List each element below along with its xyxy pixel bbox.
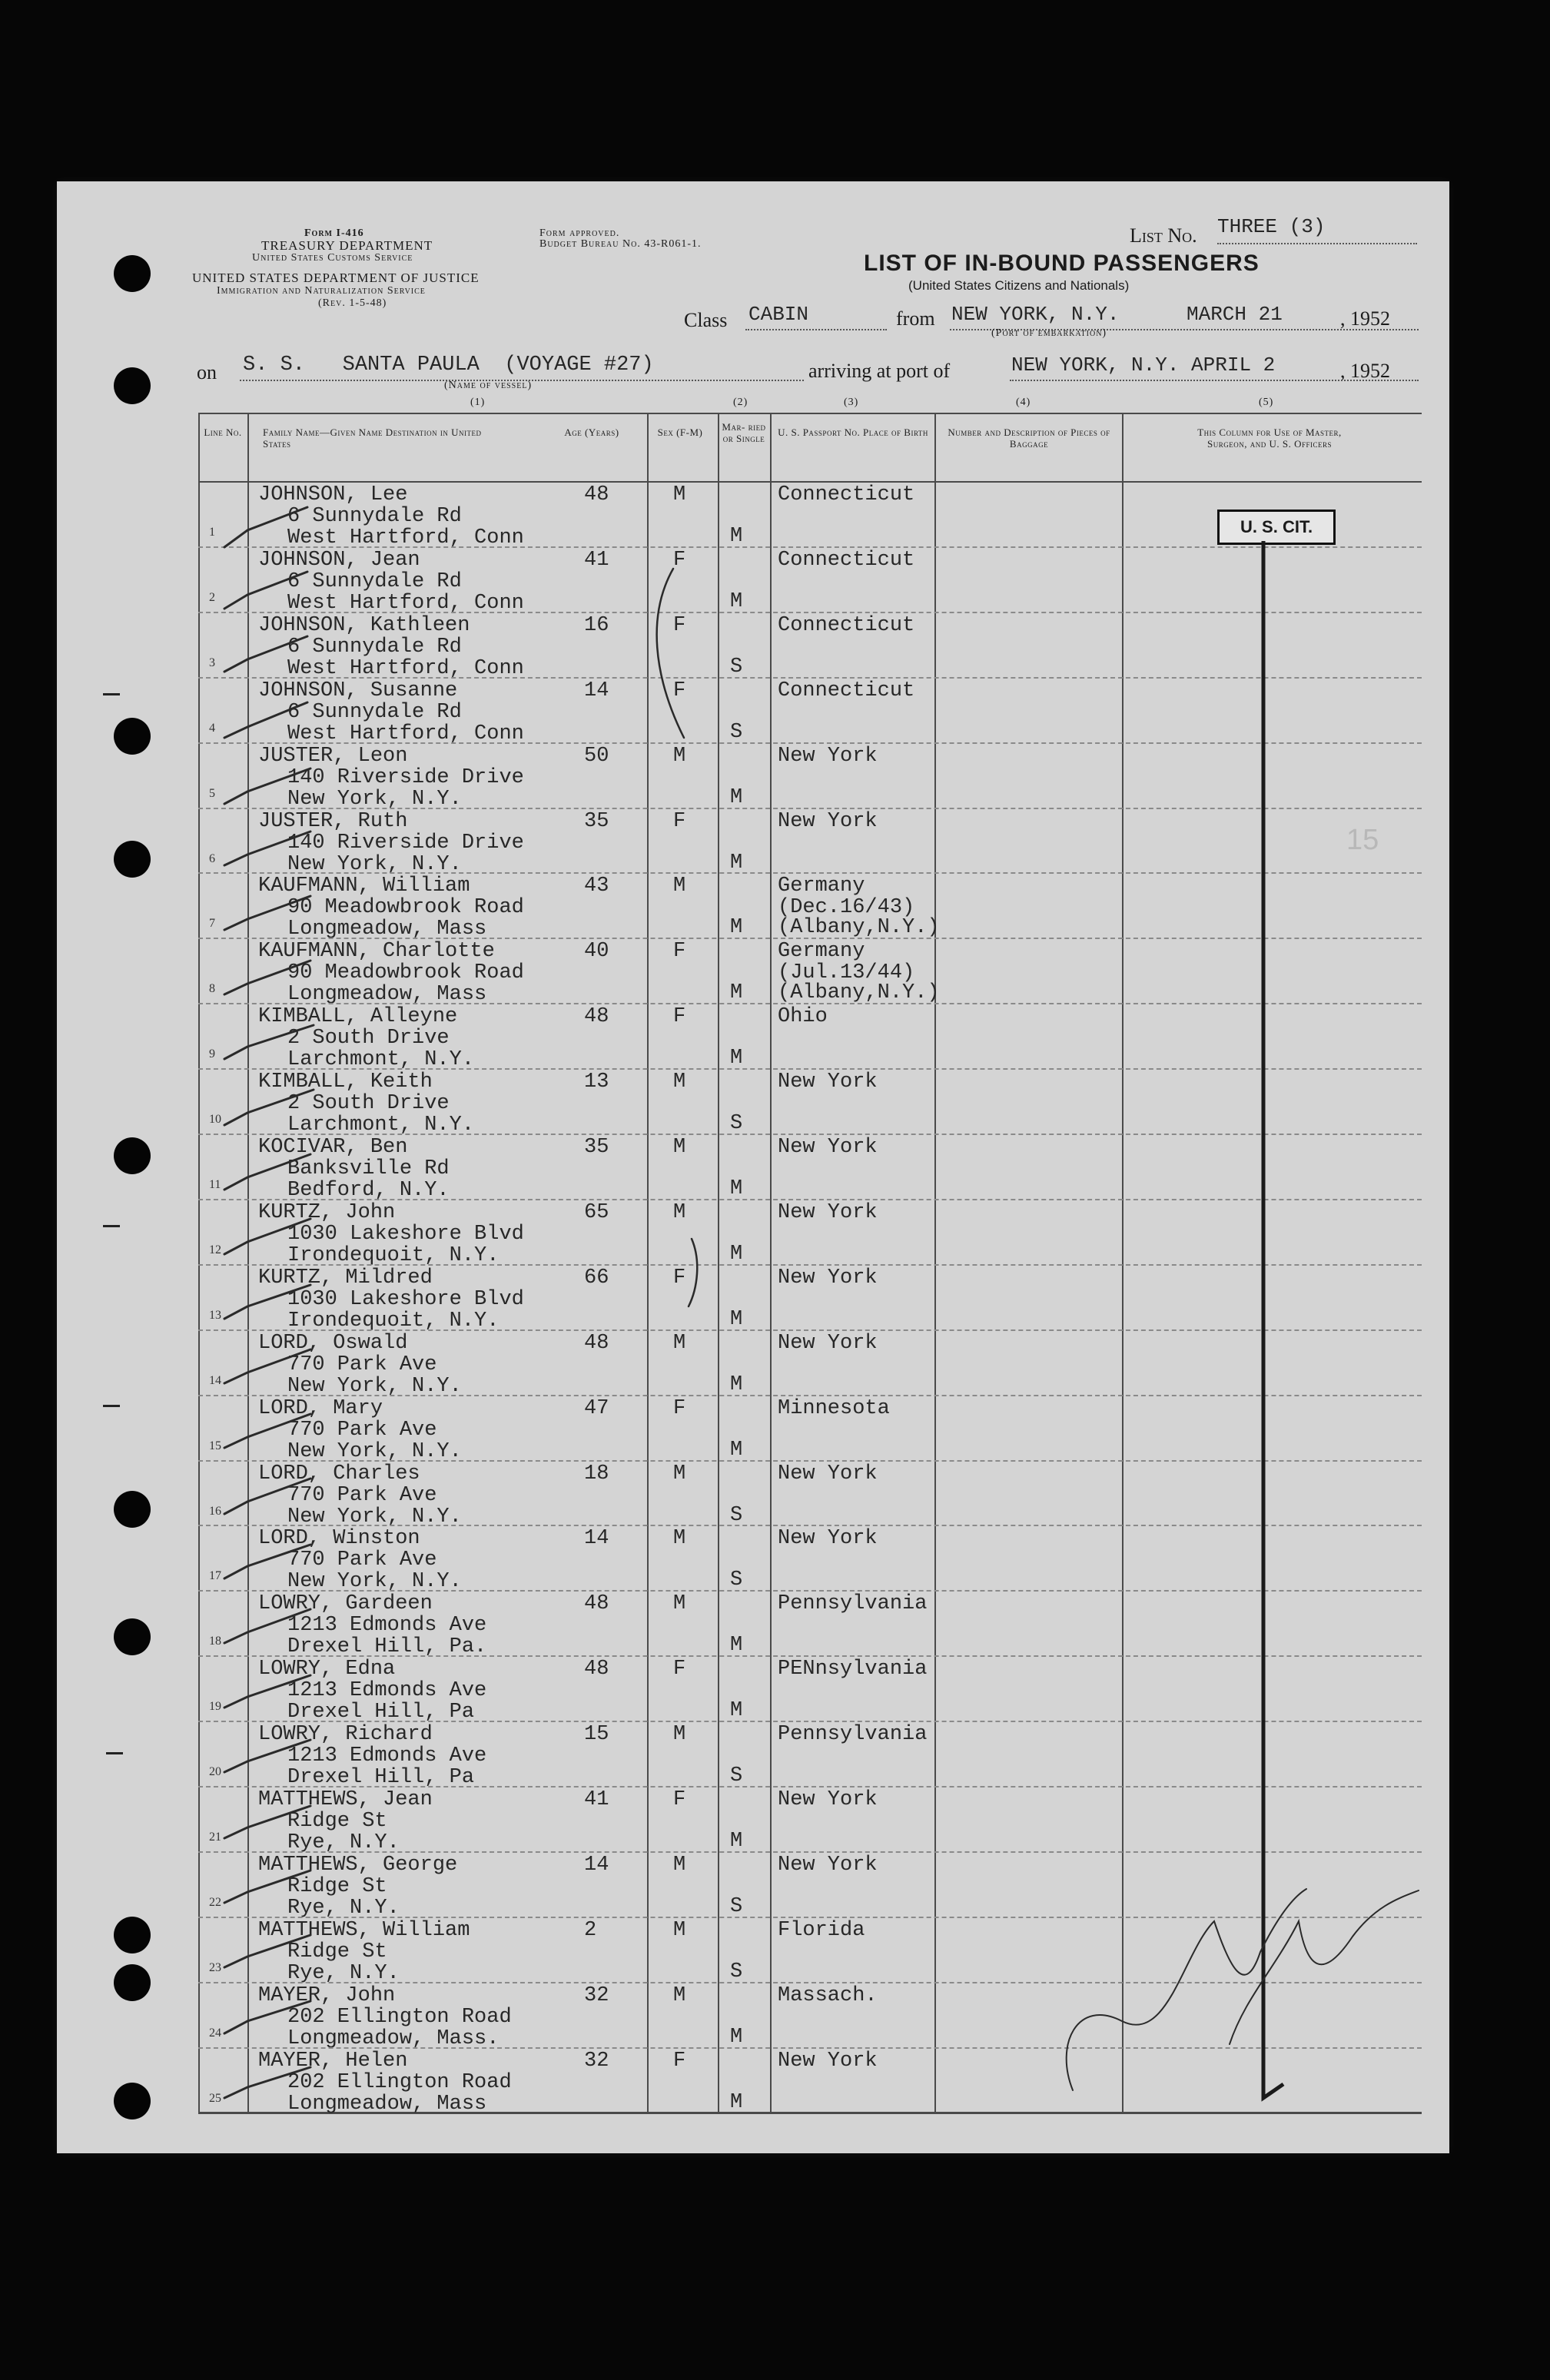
arrival-port-date: NEW YORK, N.Y. APRIL 2 [1011, 354, 1276, 377]
passenger-address-city: Drexel Hill, Pa. [287, 1635, 487, 1659]
passenger-address-street: 6 Sunnydale Rd [287, 505, 462, 528]
document-subtitle: (United States Citizens and Nationals) [908, 278, 1130, 293]
passenger-name: KAUFMANN, Charlotte [258, 940, 495, 964]
passenger-birthplace: Florida [778, 1918, 865, 1942]
passenger-name: KOCIVAR, Ben [258, 1136, 408, 1159]
passenger-sex: F [673, 613, 686, 637]
passenger-age: 41 [584, 548, 609, 572]
passenger-birthplace: New York [778, 1462, 878, 1485]
passenger-birthplace: Minnesota [778, 1396, 890, 1420]
passenger-birthplace-detail: (Dec.16/43) [778, 896, 915, 920]
passenger-sex: F [673, 548, 686, 572]
passenger-marital-status: S [730, 1503, 743, 1527]
passenger-name: MATTHEWS, George [258, 1853, 458, 1877]
passenger-address-street: 202 Ellington Road [287, 2005, 512, 2029]
passenger-birthplace-naturalization: (Albany,N.Y.) [778, 916, 940, 940]
list-number-label: List No. [1130, 224, 1197, 247]
passenger-name: JOHNSON, Jean [258, 548, 420, 572]
passenger-address-street: 2 South Drive [287, 1027, 450, 1051]
passenger-address-city: Longmeadow, Mass [287, 918, 487, 941]
passenger-sex: F [673, 1396, 686, 1420]
passenger-birthplace: New York [778, 2049, 878, 2073]
arriving-label: arriving at port of [808, 360, 951, 382]
passenger-name: KAUFMANN, William [258, 875, 470, 898]
passenger-birthplace: Germany [778, 875, 865, 898]
passenger-name: MAYER, John [258, 1983, 396, 2007]
passenger-sex: F [673, 1005, 686, 1029]
passenger-line-number: 4 [209, 721, 215, 735]
customs-service: United States Customs Service [252, 252, 413, 264]
column-header-passport: U. S. Passport No. Place of Birth [778, 427, 928, 438]
form-number: Form I-416 [304, 227, 364, 239]
passenger-line-number: 11 [209, 1178, 221, 1191]
passenger-address-city: Longmeadow, Mass [287, 2092, 487, 2116]
passenger-line-number: 21 [209, 1831, 221, 1844]
passenger-name: LOWRY, Edna [258, 1658, 396, 1681]
class-label: Class [684, 309, 728, 331]
passenger-age: 41 [584, 1788, 609, 1811]
passenger-address-street: 1213 Edmonds Ave [287, 1679, 487, 1703]
passenger-marital-status: M [730, 1438, 743, 1462]
passenger-age: 35 [584, 809, 609, 833]
passenger-age: 48 [584, 1331, 609, 1355]
form-revision: (Rev. 1-5-48) [318, 297, 387, 309]
passenger-line-number: 2 [209, 590, 215, 604]
passenger-marital-status: S [730, 1894, 743, 1918]
passenger-address-street: 6 Sunnydale Rd [287, 635, 462, 659]
passenger-sex: M [673, 744, 686, 768]
passenger-line-number: 13 [209, 1308, 221, 1322]
passenger-marital-status: M [730, 851, 743, 875]
passenger-birthplace: Germany [778, 940, 865, 964]
passenger-line-number: 6 [209, 851, 215, 865]
passenger-address-city: Drexel Hill, Pa [287, 1701, 475, 1724]
passenger-marital-status: M [730, 2025, 743, 2049]
passenger-line-number: 1 [209, 526, 215, 539]
passenger-name: KURTZ, Mildred [258, 1266, 433, 1290]
column-header-married: Mar- ried or Single [722, 421, 766, 444]
passenger-sex: F [673, 679, 686, 702]
class-value: CABIN [748, 303, 809, 326]
passenger-address-city: Larchmont, N.Y. [287, 1114, 475, 1137]
passenger-name: LORD, Mary [258, 1396, 383, 1420]
passenger-sex: F [673, 1266, 686, 1290]
passenger-address-city: Irondequoit, N.Y. [287, 1309, 500, 1333]
passenger-marital-status: M [730, 785, 743, 809]
passenger-sex: F [673, 809, 686, 833]
passenger-line-number: 8 [209, 982, 215, 996]
column-header-sex: Sex (F-M) [657, 427, 703, 438]
passenger-line-number: 7 [209, 917, 215, 931]
passenger-sex: F [673, 1788, 686, 1811]
passenger-address-city: Rye, N.Y. [287, 1961, 400, 1985]
column-number-3: (3) [844, 397, 859, 408]
passenger-birthplace: Connecticut [778, 548, 915, 572]
passenger-marital-status: S [730, 1112, 743, 1136]
passenger-birthplace: New York [778, 1136, 878, 1159]
passenger-marital-status: M [730, 1634, 743, 1658]
column-number-4: (4) [1016, 397, 1031, 408]
margin-number: 15 [1346, 824, 1379, 856]
immigration-service: Immigration and Naturalization Service [217, 285, 426, 297]
passenger-address-street: 90 Meadowbrook Road [287, 961, 524, 985]
passenger-address-city: New York, N.Y. [287, 1439, 462, 1463]
passenger-sex: M [673, 1136, 686, 1159]
passenger-name: LORD, Winston [258, 1527, 420, 1551]
column-number-2: (2) [733, 397, 748, 408]
passenger-age: 47 [584, 1396, 609, 1420]
passenger-address-street: 2 South Drive [287, 1092, 450, 1116]
passenger-address-city: Irondequoit, N.Y. [287, 1243, 500, 1267]
passenger-marital-status: M [730, 1242, 743, 1266]
passenger-name: JUSTER, Ruth [258, 809, 408, 833]
passenger-age: 48 [584, 1005, 609, 1029]
passenger-age: 14 [584, 1853, 609, 1877]
passenger-age: 48 [584, 1658, 609, 1681]
vessel-name: S. S. SANTA PAULA (VOYAGE #27) [243, 354, 654, 377]
budget-bureau: Budget Bureau No. 43-R061-1. [539, 238, 702, 250]
passenger-name: JUSTER, Leon [258, 744, 408, 768]
passenger-address-street: Ridge St [287, 1940, 387, 1963]
passenger-sex: M [673, 1071, 686, 1094]
passenger-birthplace: Connecticut [778, 483, 915, 506]
passenger-birthplace: PENnsylvania [778, 1658, 928, 1681]
passenger-line-number: 12 [209, 1243, 221, 1256]
passenger-name: KIMBALL, Alleyne [258, 1005, 458, 1029]
passenger-age: 32 [584, 2049, 609, 2073]
column-number-5: (5) [1259, 397, 1274, 408]
column-number-1: (1) [470, 397, 486, 408]
on-label: on [197, 361, 217, 383]
passenger-birthplace: Ohio [778, 1005, 828, 1029]
passenger-address-city: New York, N.Y. [287, 1570, 462, 1594]
passenger-birthplace: New York [778, 1788, 878, 1811]
passenger-address-street: 202 Ellington Road [287, 2070, 512, 2094]
passenger-birthplace: New York [778, 1200, 878, 1224]
passenger-age: 16 [584, 613, 609, 637]
passenger-address-city: New York, N.Y. [287, 1505, 462, 1529]
passenger-age: 50 [584, 744, 609, 768]
passenger-line-number: 10 [209, 1113, 221, 1127]
document-title: LIST OF IN-BOUND PASSENGERS [864, 251, 1260, 276]
passenger-marital-status: S [730, 1764, 743, 1788]
passenger-sex: M [673, 1462, 686, 1485]
passenger-marital-status: S [730, 1568, 743, 1592]
passenger-sex: M [673, 1527, 686, 1551]
embarkation-port: NEW YORK, N.Y. [951, 303, 1120, 326]
vessel-caption: (Name of vessel) [444, 380, 533, 391]
column-header-line-no: Line No. [204, 427, 242, 438]
passenger-marital-status: M [730, 2090, 743, 2114]
passenger-line-number: 5 [209, 786, 215, 800]
passenger-age: 48 [584, 483, 609, 506]
passenger-birthplace: New York [778, 1527, 878, 1551]
passenger-birthplace: New York [778, 1071, 878, 1094]
passenger-address-street: 770 Park Ave [287, 1353, 437, 1376]
passenger-marital-status: M [730, 1177, 743, 1200]
passenger-sex: F [673, 2049, 686, 2073]
from-label: from [896, 307, 935, 330]
passenger-address-street: 770 Park Ave [287, 1483, 437, 1507]
passenger-birthplace: Pennsylvania [778, 1723, 928, 1747]
passenger-address-street: 1030 Lakeshore Blvd [287, 1222, 524, 1246]
passenger-address-city: Longmeadow, Mass. [287, 2026, 500, 2050]
passenger-address-street: Ridge St [287, 1810, 387, 1833]
passenger-name: LORD, Charles [258, 1462, 420, 1485]
passenger-address-city: New York, N.Y. [287, 852, 462, 876]
passenger-marital-status: M [730, 1830, 743, 1853]
passenger-marital-status: M [730, 589, 743, 613]
passenger-sex: M [673, 1853, 686, 1877]
passenger-line-number: 19 [209, 1700, 221, 1714]
passenger-sex: M [673, 875, 686, 898]
passenger-address-city: West Hartford, Conn [287, 591, 524, 615]
passenger-address-city: West Hartford, Conn [287, 526, 524, 549]
passenger-name: LOWRY, Gardeen [258, 1592, 433, 1616]
passenger-marital-status: M [730, 1307, 743, 1331]
passenger-birthplace: Massach. [778, 1983, 878, 2007]
passenger-address-city: Longmeadow, Mass [287, 983, 487, 1007]
passenger-sex: M [673, 1200, 686, 1224]
passenger-line-number: 16 [209, 1504, 221, 1518]
passenger-address-city: Larchmont, N.Y. [287, 1048, 475, 1072]
embarkation-date: MARCH 21 [1187, 303, 1283, 326]
passenger-line-number: 14 [209, 1373, 221, 1387]
passenger-birthplace: Connecticut [778, 679, 915, 702]
passenger-marital-status: S [730, 720, 743, 744]
passenger-birthplace: Connecticut [778, 613, 915, 637]
passenger-address-city: New York, N.Y. [287, 1374, 462, 1398]
passenger-marital-status: M [730, 1699, 743, 1723]
passenger-line-number: 20 [209, 1765, 221, 1779]
passenger-line-number: 17 [209, 1569, 221, 1583]
passenger-line-number: 15 [209, 1439, 221, 1452]
passenger-birthplace: New York [778, 1853, 878, 1877]
passenger-marital-status: M [730, 1373, 743, 1396]
passenger-name: JOHNSON, Kathleen [258, 613, 470, 637]
passenger-line-number: 9 [209, 1047, 215, 1061]
passenger-line-number: 18 [209, 1635, 221, 1648]
passenger-marital-status: S [730, 655, 743, 679]
passenger-age: 65 [584, 1200, 609, 1224]
passenger-address-city: Rye, N.Y. [287, 1896, 400, 1920]
passenger-address-street: 6 Sunnydale Rd [287, 569, 462, 593]
justice-department: UNITED STATES DEPARTMENT OF JUSTICE [192, 271, 480, 285]
passenger-address-street: 90 Meadowbrook Road [287, 896, 524, 920]
passenger-sex: M [673, 1331, 686, 1355]
passenger-name: LORD, Oswald [258, 1331, 408, 1355]
passenger-address-street: 6 Sunnydale Rd [287, 700, 462, 724]
passenger-marital-status: M [730, 525, 743, 548]
passenger-address-street: Ridge St [287, 1874, 387, 1898]
passenger-name: JOHNSON, Susanne [258, 679, 458, 702]
us-citizen-stamp: U. S. CIT. [1217, 510, 1336, 545]
passenger-address-city: New York, N.Y. [287, 787, 462, 811]
passenger-sex: M [673, 1918, 686, 1942]
passenger-age: 32 [584, 1983, 609, 2007]
passenger-address-street: 140 Riverside Drive [287, 765, 524, 789]
passenger-line-number: 3 [209, 656, 215, 669]
passenger-marital-status: S [730, 1960, 743, 1983]
passenger-birthplace-naturalization: (Albany,N.Y.) [778, 981, 940, 1005]
passenger-address-street: 1213 Edmonds Ave [287, 1744, 487, 1768]
passenger-birthplace: New York [778, 809, 878, 833]
passenger-birthplace: New York [778, 1266, 878, 1290]
passenger-address-street: 140 Riverside Drive [287, 831, 524, 855]
passenger-address-street: 1213 Edmonds Ave [287, 1614, 487, 1638]
passenger-age: 2 [584, 1918, 597, 1942]
passenger-line-number: 22 [209, 1895, 221, 1909]
passenger-sex: M [673, 1723, 686, 1747]
passenger-name: KURTZ, John [258, 1200, 396, 1224]
passenger-age: 15 [584, 1723, 609, 1747]
passenger-marital-status: M [730, 1047, 743, 1071]
passenger-address-city: West Hartford, Conn [287, 656, 524, 680]
passenger-name: KIMBALL, Keith [258, 1071, 433, 1094]
passenger-marital-status: M [730, 981, 743, 1005]
column-header-age: Age (Years) [564, 427, 619, 438]
passenger-name: LOWRY, Richard [258, 1723, 433, 1747]
passenger-sex: M [673, 483, 686, 506]
passenger-age: 14 [584, 1527, 609, 1551]
passenger-sex: M [673, 1592, 686, 1616]
passenger-address-street: 770 Park Ave [287, 1418, 437, 1442]
passenger-age: 13 [584, 1071, 609, 1094]
passenger-birthplace: New York [778, 1331, 878, 1355]
passenger-line-number: 23 [209, 1960, 221, 1974]
passenger-address-city: Rye, N.Y. [287, 1831, 400, 1854]
passenger-sex: F [673, 940, 686, 964]
passenger-name: MAYER, Helen [258, 2049, 408, 2073]
passenger-birthplace: Pennsylvania [778, 1592, 928, 1616]
form-approved: Form approved. [539, 227, 620, 239]
list-number-value: THREE (3) [1217, 215, 1326, 238]
port-caption: (Port of embarkation) [991, 327, 1107, 339]
passenger-address-street: 1030 Lakeshore Blvd [287, 1287, 524, 1311]
passenger-age: 48 [584, 1592, 609, 1616]
passenger-sex: F [673, 1658, 686, 1681]
column-header-officers: This Column for Use of Master, Surgeon, and U. S. Officers [1197, 427, 1342, 450]
passenger-address-street: Banksville Rd [287, 1157, 450, 1180]
passenger-marital-status: M [730, 916, 743, 940]
passenger-birthplace: New York [778, 744, 878, 768]
passenger-age: 14 [584, 679, 609, 702]
passenger-age: 66 [584, 1266, 609, 1290]
column-header-baggage: Number and Description of Pieces of Baggage [948, 427, 1110, 450]
passenger-age: 35 [584, 1136, 609, 1159]
passenger-birthplace-detail: (Jul.13/44) [778, 961, 915, 985]
passenger-name: JOHNSON, Lee [258, 483, 408, 506]
passenger-address-city: Bedford, N.Y. [287, 1179, 450, 1202]
passenger-address-city: West Hartford, Conn [287, 722, 524, 745]
passenger-name: MATTHEWS, William [258, 1918, 470, 1942]
passenger-line-number: 24 [209, 2026, 221, 2040]
embarkation-year: , 1952 [1340, 307, 1390, 330]
passenger-name: MATTHEWS, Jean [258, 1788, 433, 1811]
passenger-age: 40 [584, 940, 609, 964]
treasury-department: TREASURY DEPARTMENT [261, 238, 433, 253]
arrival-year: , 1952 [1340, 360, 1390, 382]
column-header-name: Family Name—Given Name Destination in United States [263, 427, 482, 450]
passenger-line-number: 25 [209, 2091, 221, 2105]
passenger-address-city: Drexel Hill, Pa [287, 1766, 475, 1790]
passenger-age: 18 [584, 1462, 609, 1485]
passenger-age: 43 [584, 875, 609, 898]
passenger-sex: M [673, 1983, 686, 2007]
passenger-address-street: 770 Park Ave [287, 1548, 437, 1572]
